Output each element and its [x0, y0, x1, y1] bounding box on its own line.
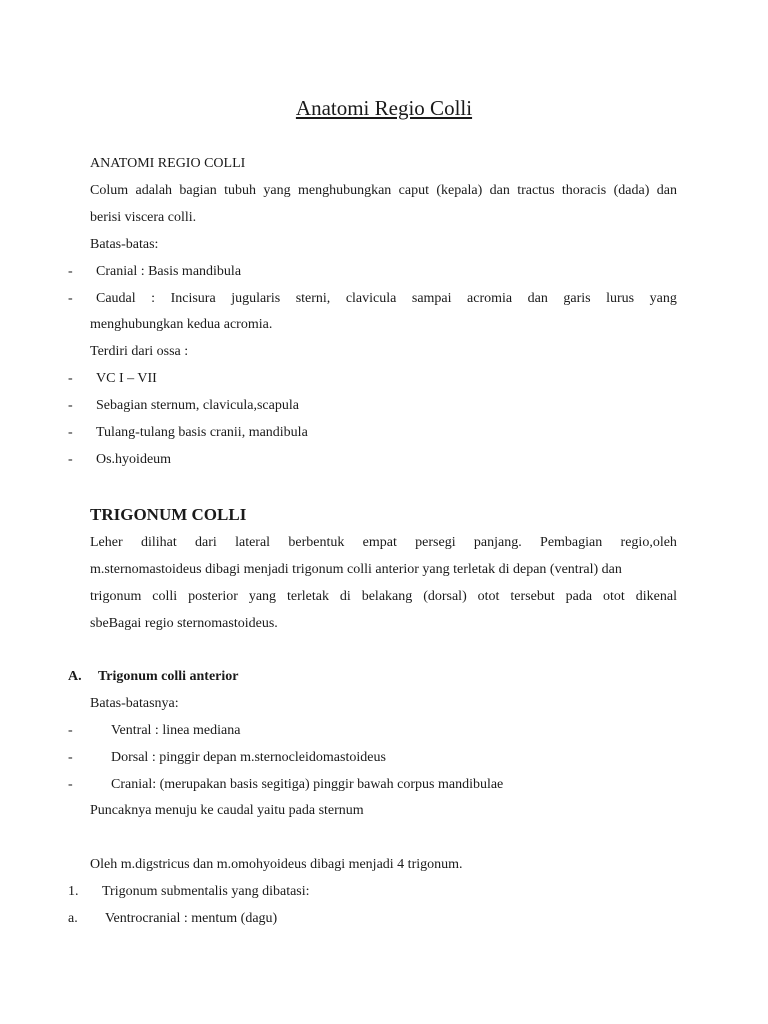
word: acromia — [467, 291, 513, 306]
word: caput — [398, 183, 429, 198]
section-heading-trigonum: TRIGONUM COLLI — [90, 505, 247, 524]
word: bagian — [179, 183, 217, 198]
word: sterni, — [295, 291, 331, 306]
list-item-cranial-basis: Cranial: (merupakan basis segitiga) pinggir bawah corpus mandibulae — [111, 777, 504, 792]
word: terletak — [286, 589, 329, 604]
numbered-item-submentalis: Trigonum submentalis yang dibatasi: — [102, 884, 310, 899]
word: adalah — [135, 183, 173, 198]
word: yang — [248, 589, 277, 604]
list-marker: - — [68, 291, 73, 306]
word: pada — [565, 589, 593, 604]
list-item-basis-cranii: Tulang-tulang basis cranii, mandibula — [96, 425, 308, 440]
word: yang — [263, 183, 291, 198]
section-heading-anatomi: ANATOMI REGIO COLLI — [90, 156, 246, 171]
word: dilihat — [140, 535, 177, 550]
word: lurus — [606, 291, 635, 306]
word: colli — [152, 589, 178, 604]
intro-paragraph-line-2: berisi viscera colli. — [90, 210, 197, 225]
list-marker: - — [68, 750, 73, 765]
word: (dorsal) — [423, 589, 467, 604]
trigonum-paragraph-line-4: sbeBagai regio sternomastoideus. — [90, 616, 278, 631]
list-marker: - — [68, 452, 73, 467]
word: jugularis — [231, 291, 281, 306]
word: otot — [603, 589, 625, 604]
word: dan — [489, 183, 510, 198]
batasnya-label: Batas-batasnya: — [90, 696, 179, 711]
word: Incisura — [170, 291, 216, 306]
batas-label: Batas-batas: — [90, 237, 159, 252]
word: dan — [527, 291, 548, 306]
word: garis — [563, 291, 591, 306]
word: regio,oleh — [620, 535, 677, 550]
list-marker: - — [68, 425, 73, 440]
word: di — [339, 589, 351, 604]
word: : — [151, 291, 156, 306]
oleh-text: Oleh m.digstricus dan m.omohyoideus dibagi menjadi 4 trigonum. — [90, 857, 463, 872]
word: belakang — [361, 589, 413, 604]
word: Colum — [90, 183, 129, 198]
word: dikenal — [635, 589, 677, 604]
list-item-dorsal: Dorsal : pinggir depan m.sternocleidomastoideus — [111, 750, 386, 765]
word: clavicula — [345, 291, 397, 306]
list-marker: - — [68, 264, 73, 279]
list-marker: - — [68, 398, 73, 413]
word: otot — [477, 589, 500, 604]
word: menghubungkan — [297, 183, 392, 198]
trigonum-paragraph-line-2: m.sternomastoideus dibagi menjadi trigonum colli anterior yang terletak di depan (ventral) dan — [90, 562, 622, 577]
word: tubuh — [224, 183, 256, 198]
list-item-sternum: Sebagian sternum, clavicula,scapula — [96, 398, 299, 413]
word: panjang. — [473, 535, 522, 550]
lettered-item-ventrocranial: Ventrocranial : mentum (dagu) — [105, 911, 278, 926]
word: dan — [656, 183, 677, 198]
word: persegi — [415, 535, 456, 550]
intro-paragraph-line-1 — [90, 181, 677, 201]
list-marker: - — [68, 723, 73, 738]
lettered-marker: a. — [68, 911, 78, 926]
section-marker-a: A. — [68, 669, 82, 684]
list-marker: - — [68, 371, 73, 386]
list-marker: - — [68, 777, 73, 792]
list-item-hyoideum: Os.hyoideum — [96, 452, 172, 467]
word: thoracis — [561, 183, 607, 198]
document-title: Anatomi Regio Colli — [295, 96, 473, 120]
word: (kepala) — [436, 183, 483, 198]
ossa-label: Terdiri dari ossa : — [90, 344, 189, 359]
list-item-caudal-continuation: menghubungkan kedua acromia. — [90, 317, 273, 332]
word: posterior — [188, 589, 238, 604]
word: dari — [195, 535, 217, 550]
word: sampai — [411, 291, 452, 306]
word: trigonum — [90, 589, 142, 604]
section-heading-anterior: Trigonum colli anterior — [98, 669, 239, 684]
word: (dada) — [613, 183, 650, 198]
word: yang — [649, 291, 677, 306]
list-item-ventral: Ventral : linea mediana — [111, 723, 241, 738]
trigonum-paragraph-line-1 — [90, 533, 677, 553]
word: lateral — [235, 535, 271, 550]
numbered-marker: 1. — [68, 884, 79, 899]
puncak-text: Puncaknya menuju ke caudal yaitu pada sternum — [90, 803, 364, 818]
list-item-cranial: Cranial : Basis mandibula — [96, 264, 242, 279]
word: tractus — [517, 183, 555, 198]
list-item-caudal — [96, 289, 677, 309]
word: Pembagian — [540, 535, 603, 550]
word: Leher — [90, 535, 123, 550]
trigonum-paragraph-line-3 — [90, 587, 677, 607]
word: berbentuk — [288, 535, 345, 550]
word: Caudal — [96, 291, 136, 306]
list-item-vc: VC I – VII — [96, 371, 157, 386]
word: empat — [362, 535, 397, 550]
word: tersebut — [510, 589, 555, 604]
